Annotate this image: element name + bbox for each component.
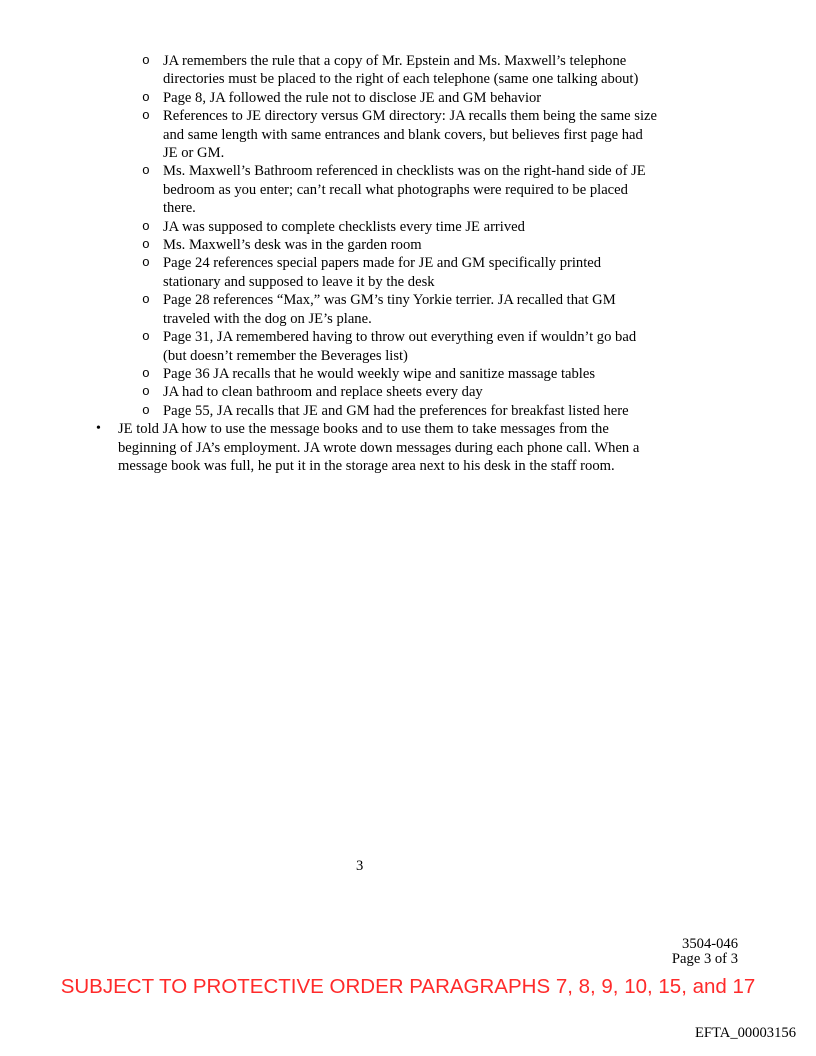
list-item: o JA was supposed to complete checklists every time JE arrived xyxy=(163,218,658,236)
list-item: o Ms. Maxwell’s Bathroom referenced in checklists was on the right-hand side of JE bedroom as you enter; can’t recall what photographs were required to be placed there. xyxy=(163,162,658,217)
list-item: o JA had to clean bathroom and replace sheets every day xyxy=(163,383,658,401)
list-item: o Ms. Maxwell’s desk was in the garden room xyxy=(163,236,658,254)
notes-body xyxy=(118,52,658,475)
list-item: o Page 24 references special papers made for JE and GM specifically printed stationary and supposed to leave it by the desk xyxy=(163,254,658,291)
list-item: o JA remembers the rule that a copy of Mr. Epstein and Ms. Maxwell’s telephone directories must be placed to the right of each telephone (same one talking about) xyxy=(163,52,658,89)
page-of-label: Page 3 of 3 xyxy=(671,951,738,967)
list-item: o Page 55, JA recalls that JE and GM had the preferences for breakfast listed here xyxy=(163,402,658,420)
protective-order-notice: SUBJECT TO PROTECTIVE ORDER PARAGRAPHS 7, 8, 9, 10, 15, and 17 xyxy=(60,975,756,998)
list-item: o References to JE directory versus GM directory: JA recalls them being the same size and same length with same entrances and blank covers, but believes first page had JE or GM. xyxy=(163,107,658,162)
page-number: 3 xyxy=(356,858,364,874)
list-item: o Page 36 JA recalls that he would weekly wipe and sanitize massage tables xyxy=(163,365,658,383)
bullet-item-message-books: • JE told JA how to use the message books and to use them to take messages from the beginning of JA’s employment. JA wrote down messages during each phone call. When a message book was full, he put it in the storage area next to his desk in the staff room. xyxy=(118,420,658,475)
list-item: o Page 31, JA remembered having to throw out everything even if wouldn’t go bad (but doesn’t remember the Beverages list) xyxy=(163,328,658,365)
efta-identifier: EFTA_00003156 xyxy=(695,1025,796,1041)
document-id-block xyxy=(672,937,738,967)
list-item: o Page 8, JA followed the rule not to disclose JE and GM behavior xyxy=(163,89,658,107)
sub-bullet-list xyxy=(118,52,658,420)
document-code: 3504-046 xyxy=(682,936,738,952)
list-item: o Page 28 references “Max,” was GM’s tiny Yorkie terrier. JA recalled that GM traveled with the dog on JE’s plane. xyxy=(163,291,658,328)
